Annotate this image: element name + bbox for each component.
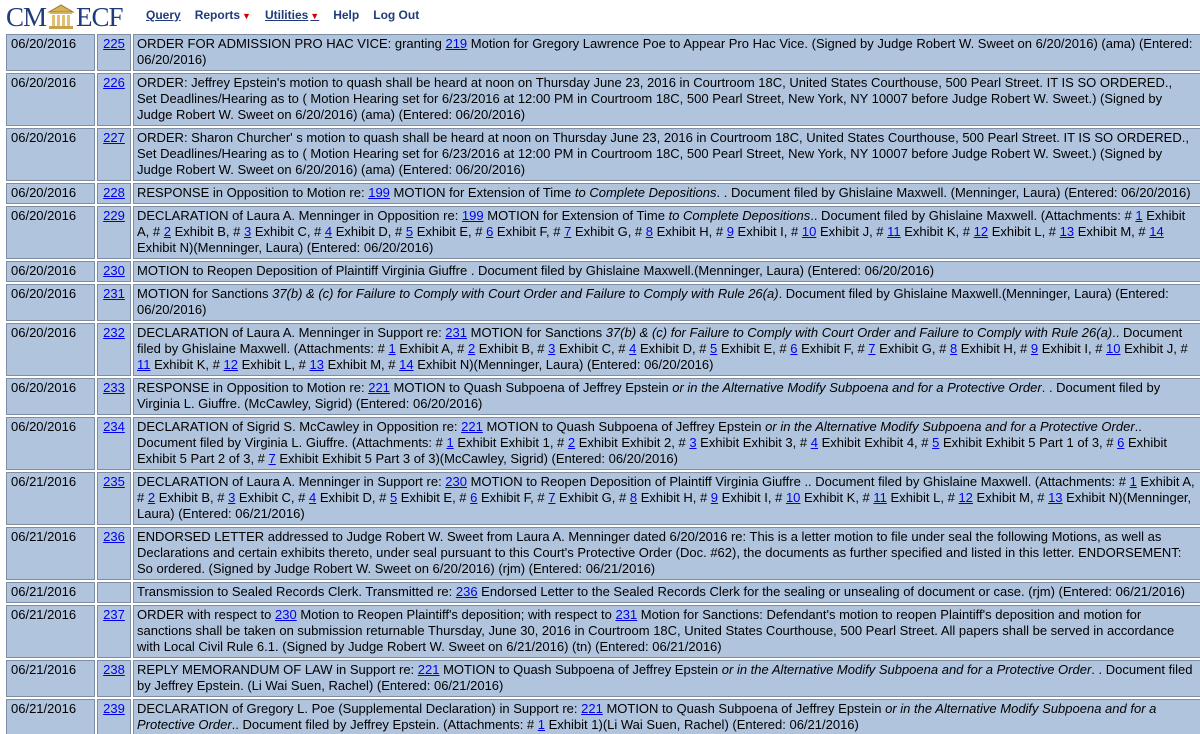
docket-text-segment: Exhibit K, # bbox=[800, 490, 874, 505]
docket-date: 06/20/2016 bbox=[6, 206, 95, 259]
document-link[interactable]: 1 bbox=[446, 435, 454, 450]
docket-text-italic: to Complete Depositions bbox=[574, 185, 717, 200]
docket-text-segment: Exhibit I, # bbox=[1038, 341, 1107, 356]
document-link[interactable]: 8 bbox=[949, 341, 958, 356]
docket-text-segment: . Document filed by Ghislaine Maxwell.(Menninger, Laura) (Entered: 06/20/2016) bbox=[137, 286, 1169, 317]
document-link[interactable]: 2 bbox=[147, 490, 156, 505]
document-link[interactable]: 5 bbox=[932, 435, 940, 450]
document-link[interactable]: 5 bbox=[389, 490, 398, 505]
dropdown-caret-icon: ▼ bbox=[310, 11, 320, 21]
docket-text-segment: Exhibit H, # bbox=[637, 490, 711, 505]
docket-date: 06/20/2016 bbox=[6, 261, 95, 282]
document-link[interactable]: 12 bbox=[973, 224, 989, 239]
docket-text-segment: Exhibit D, # bbox=[316, 490, 390, 505]
document-link[interactable]: 11 bbox=[137, 357, 151, 372]
document-link[interactable]: 4 bbox=[309, 490, 317, 505]
docket-text-segment: .. Document filed by Virginia L. Giuffre. (Attachments: # bbox=[137, 419, 1142, 450]
docket-text-segment: REPLY MEMORANDUM OF LAW in Support re: bbox=[137, 662, 418, 677]
docket-text-segment: Exhibit H, # bbox=[957, 341, 1031, 356]
docket-text-segment: Exhibit H, # bbox=[653, 224, 727, 239]
document-link[interactable]: 6 bbox=[790, 341, 798, 356]
docket-text-segment: RESPONSE in Opposition to Motion re: bbox=[137, 380, 369, 395]
document-link[interactable]: 231 bbox=[615, 607, 638, 622]
docket-row bbox=[6, 527, 1200, 580]
docket-text-segment: Exhibit F, # bbox=[797, 341, 869, 356]
docket-number-link[interactable]: 231 bbox=[103, 286, 125, 301]
document-link[interactable]: 8 bbox=[645, 224, 653, 239]
document-link[interactable]: 1 bbox=[537, 717, 546, 732]
docket-text-segment: Exhibit D, # bbox=[636, 341, 711, 356]
docket-text-segment: Motion for Sanctions: Defendant's motion to reopen Plaintiff's deposition and motion for sanctions shall be taken on submission returnable Thursday, June 30, 2016 in Courtroom 18C, United States Courthouse, 500 Pearl Street. All papers shall be served in accordance with Local Civil Rule 6.1. (Signed by Judge Robert W. Sweet on 6/21/2016) (tn) (Entered: 06/21/2016) bbox=[137, 607, 1175, 654]
docket-text-segment: Endorsed Letter to the Sealed Records Clerk for the sealing or unsealing of document or case. (rjm) (Entered: 06/21/2016) bbox=[477, 584, 1186, 599]
docket-row bbox=[6, 323, 1200, 376]
document-link[interactable]: 10 bbox=[1106, 341, 1121, 356]
document-link[interactable]: 221 bbox=[417, 662, 440, 677]
docket-text-segment: ORDER: Jeffrey Epstein's motion to quash shall be heard at noon on Thursday June 23, 2016 in Courtroom 18C, United States Courthouse, 500 Pearl Street. IT IS SO ORDERED., Set Deadlines/Hearing as to ( Motion Hearing set for 6/23/2016 at 12:00 PM in Courtroom 18C, 500 Pearl Street, New York, NY 10007 before Judge Robert W. Sweet.) (Signed by Judge Robert W. Sweet on 6/20/2016) (ama) (Entered: 06/20/2016) bbox=[137, 75, 1173, 122]
docket-scroll-area[interactable] bbox=[4, 32, 1200, 734]
document-link[interactable]: 3 bbox=[243, 224, 252, 239]
docket-number-link[interactable]: 239 bbox=[103, 701, 125, 716]
docket-text bbox=[133, 284, 1200, 321]
docket-text bbox=[133, 582, 1200, 603]
docket-date: 06/21/2016 bbox=[6, 582, 95, 603]
document-link[interactable]: 9 bbox=[1030, 341, 1039, 356]
docket-date: 06/20/2016 bbox=[6, 378, 95, 415]
dropdown-caret-icon: ▼ bbox=[242, 11, 251, 21]
docket-text-segment: MOTION for Extension of Time bbox=[483, 208, 669, 223]
docket-number-cell bbox=[97, 128, 131, 181]
docket-text-segment: . . Document filed by Virginia L. Giuffre. (McCawley, Sigrid) (Entered: 06/20/2016) bbox=[137, 380, 1161, 411]
docket-text-segment: RESPONSE in Opposition to Motion re: bbox=[137, 185, 369, 200]
docket-number-link[interactable]: 234 bbox=[103, 419, 125, 434]
docket-text-segment: MOTION to Quash Subpoena of Jeffrey Epstein bbox=[482, 419, 766, 434]
docket-number-link[interactable]: 233 bbox=[103, 380, 125, 395]
document-link[interactable]: 13 bbox=[1048, 490, 1063, 505]
docket-text-segment: MOTION to Quash Subpoena of Jeffrey Epstein bbox=[439, 662, 722, 677]
docket-number-cell bbox=[97, 183, 131, 204]
document-link[interactable]: 10 bbox=[801, 224, 817, 239]
docket-text-segment: ORDER with respect to bbox=[137, 607, 275, 622]
docket-number-link[interactable]: 230 bbox=[103, 263, 125, 278]
docket-text bbox=[133, 128, 1200, 181]
docket-text-segment: Exhibit B, # bbox=[475, 341, 549, 356]
docket-number-cell bbox=[97, 417, 131, 470]
document-link[interactable]: 7 bbox=[564, 224, 572, 239]
docket-date: 06/21/2016 bbox=[6, 660, 95, 697]
document-link[interactable]: 6 bbox=[486, 224, 494, 239]
docket-row bbox=[6, 582, 1200, 603]
document-link[interactable]: 5 bbox=[405, 224, 414, 239]
menu-log-out[interactable]: Log Out bbox=[373, 8, 420, 22]
document-link[interactable]: 9 bbox=[726, 224, 734, 239]
document-link[interactable]: 13 bbox=[309, 357, 324, 372]
docket-text-segment: Exhibit B, # bbox=[155, 490, 229, 505]
docket-text-segment: MOTION for Extension of Time bbox=[389, 185, 575, 200]
docket-row bbox=[6, 73, 1200, 126]
docket-text-segment: Exhibit B, # bbox=[170, 224, 244, 239]
docket-text-italic: 37(b) & (c) for Failure to Comply with Court Order and Failure to Comply with Rule 26(a) bbox=[272, 286, 779, 301]
document-link[interactable]: 2 bbox=[467, 341, 476, 356]
docket-text-segment: Exhibit F, # bbox=[493, 224, 565, 239]
docket-text-italic: or in the Alternative Modify Subpoena and for a Protective Order bbox=[721, 662, 1092, 677]
docket-text-segment: DECLARATION of Gregory L. Poe (Supplemental Declaration) in Support re: bbox=[137, 701, 582, 716]
docket-number-link[interactable]: 237 bbox=[103, 607, 125, 622]
docket-number-cell bbox=[97, 660, 131, 697]
document-link[interactable]: 4 bbox=[629, 341, 637, 356]
docket-text bbox=[133, 417, 1200, 470]
docket-text-segment: Exhibit Exhibit 1, # bbox=[453, 435, 568, 450]
docket-text-segment: ENDORSED LETTER addressed to Judge Robert W. Sweet from Laura A. Menninger dated 6/20/2016 re: This is a letter motion to file under seal the following Motions, as well as Declarations and certain exhibits thereto, under seal pursuant to this Court's Protective Order (Doc. #62), the documents as further specified and listed in this letter. ENDORSEMENT: So ordered. (Signed by Judge Robert W. Sweet on 6/20/2016) (rjm) (Entered: 06/21/2016) bbox=[137, 529, 1182, 576]
docket-text-segment: MOTION to Quash Subpoena of Jeffrey Epstein bbox=[602, 701, 886, 716]
docket-text-segment: Exhibit 1)(Li Wai Suen, Rachel) (Entered: 06/21/2016) bbox=[545, 717, 859, 732]
docket-text bbox=[133, 73, 1200, 126]
docket-number-cell bbox=[97, 582, 131, 603]
docket-text-segment: Exhibit E, # bbox=[413, 224, 487, 239]
docket-text-segment: . . Document filed by Ghislaine Maxwell. (Menninger, Laura) (Entered: 06/20/2016) bbox=[716, 185, 1191, 200]
docket-text-italic: 37(b) & (c) for Failure to Comply with Court Order and Failure to Comply with Rule 26(a) bbox=[605, 325, 1113, 340]
docket-text-segment: Exhibit E, # bbox=[397, 490, 471, 505]
document-link[interactable]: 199 bbox=[368, 185, 390, 200]
courthouse-icon bbox=[47, 4, 75, 30]
docket-number-link[interactable]: 236 bbox=[103, 529, 125, 544]
docket-table bbox=[4, 32, 1200, 734]
docket-text-segment: DECLARATION of Laura A. Menninger in Support re: bbox=[137, 474, 446, 489]
docket-row bbox=[6, 472, 1200, 525]
docket-text-segment: Exhibit I, # bbox=[733, 224, 802, 239]
document-link[interactable]: 4 bbox=[810, 435, 818, 450]
docket-number-cell bbox=[97, 472, 131, 525]
docket-number-link[interactable]: 232 bbox=[103, 325, 125, 340]
docket-text-segment: Exhibit A, # bbox=[395, 341, 468, 356]
docket-text-segment: Exhibit G, # bbox=[571, 224, 646, 239]
docket-text-segment: Exhibit L, # bbox=[886, 490, 959, 505]
document-link[interactable]: 7 bbox=[868, 341, 876, 356]
docket-text-segment: DECLARATION of Laura A. Menninger in Support re: bbox=[137, 325, 446, 340]
docket-date: 06/20/2016 bbox=[6, 73, 95, 126]
docket-text-segment: Exhibit Exhibit 3, # bbox=[696, 435, 811, 450]
document-link[interactable]: 12 bbox=[958, 490, 973, 505]
docket-text-segment: Exhibit M, # bbox=[323, 357, 400, 372]
docket-text-italic: or in the Alternative Modify Subpoena and for a Protective Order bbox=[137, 701, 1157, 732]
docket-text-segment: Exhibit K, # bbox=[150, 357, 224, 372]
document-link[interactable]: 7 bbox=[548, 490, 556, 505]
docket-text-segment: MOTION to Reopen Deposition of Plaintiff Virginia Giuffre .. Document filed by Ghislaine Maxwell. (Attachments: # bbox=[467, 474, 1130, 489]
document-link[interactable]: 3 bbox=[548, 341, 556, 356]
docket-text-segment: .. Document filed by Ghislaine Maxwell. (Attachments: # bbox=[810, 208, 1136, 223]
docket-text-segment: Exhibit G, # bbox=[555, 490, 630, 505]
docket-number-cell bbox=[97, 378, 131, 415]
docket-date: 06/20/2016 bbox=[6, 128, 95, 181]
docket-number-link[interactable]: 227 bbox=[103, 130, 125, 145]
docket-text-segment: Transmission to Sealed Records Clerk. Transmitted re: bbox=[137, 584, 456, 599]
docket-row bbox=[6, 34, 1200, 71]
docket-date: 06/20/2016 bbox=[6, 323, 95, 376]
docket-row bbox=[6, 417, 1200, 470]
docket-text-segment: MOTION for Sanctions bbox=[137, 286, 273, 301]
docket-row bbox=[6, 284, 1200, 321]
docket-date: 06/20/2016 bbox=[6, 34, 95, 71]
document-link[interactable]: 14 bbox=[1149, 224, 1164, 239]
docket-row bbox=[6, 605, 1200, 658]
docket-text-segment: Exhibit Exhibit 2, # bbox=[575, 435, 690, 450]
docket-text-segment: Exhibit M, # bbox=[972, 490, 1049, 505]
docket-number-cell bbox=[97, 206, 131, 259]
docket-text-segment: MOTION to Quash Subpoena of Jeffrey Epstein bbox=[389, 380, 673, 395]
document-link[interactable]: 6 bbox=[470, 490, 478, 505]
docket-row bbox=[6, 128, 1200, 181]
docket-number-cell bbox=[97, 73, 131, 126]
logo-text-right: ECF bbox=[76, 2, 123, 32]
document-link[interactable]: 11 bbox=[887, 224, 901, 239]
docket-number-link[interactable]: 235 bbox=[103, 474, 125, 489]
docket-text-segment: Exhibit Exhibit 5 Part 1 of 3, # bbox=[939, 435, 1118, 450]
document-link[interactable]: 2 bbox=[163, 224, 171, 239]
docket-date: 06/21/2016 bbox=[6, 605, 95, 658]
docket-text-italic: or in the Alternative Modify Subpoena and for a Protective Order bbox=[672, 380, 1042, 395]
menu-reports[interactable]: Reports ▼ bbox=[194, 8, 251, 22]
docket-text bbox=[133, 699, 1200, 734]
document-link[interactable]: 11 bbox=[873, 490, 887, 505]
docket-text-segment: MOTION for Sanctions bbox=[467, 325, 606, 340]
docket-text bbox=[133, 261, 1200, 282]
docket-text-segment: Exhibit D, # bbox=[332, 224, 406, 239]
docket-text-segment: Exhibit A, # bbox=[137, 208, 1186, 239]
docket-text-segment: Exhibit N)(Menninger, Laura) (Entered: 06/21/2016) bbox=[137, 490, 1192, 521]
docket-text bbox=[133, 206, 1200, 259]
document-link[interactable]: 231 bbox=[445, 325, 467, 340]
docket-row bbox=[6, 206, 1200, 259]
docket-number-cell bbox=[97, 323, 131, 376]
menu-help[interactable]: Help bbox=[333, 8, 360, 22]
docket-row bbox=[6, 699, 1200, 734]
docket-number-cell bbox=[97, 605, 131, 658]
document-link[interactable]: 8 bbox=[629, 490, 638, 505]
document-link[interactable]: 199 bbox=[461, 208, 484, 223]
docket-text-segment: Exhibit C, # bbox=[555, 341, 630, 356]
docket-text-segment: Exhibit G, # bbox=[875, 341, 950, 356]
docket-text-italic: to Complete Depositions bbox=[668, 208, 811, 223]
document-link[interactable]: 9 bbox=[710, 490, 719, 505]
docket-text-segment: Exhibit M, # bbox=[1074, 224, 1150, 239]
docket-date: 06/21/2016 bbox=[6, 527, 95, 580]
document-link[interactable]: 230 bbox=[445, 474, 467, 489]
menu-query[interactable]: Query bbox=[146, 8, 181, 22]
docket-text-segment: Exhibit J, # bbox=[816, 224, 888, 239]
docket-row bbox=[6, 261, 1200, 282]
document-link[interactable]: 6 bbox=[1117, 435, 1125, 450]
docket-date: 06/21/2016 bbox=[6, 699, 95, 734]
document-link[interactable]: 219 bbox=[445, 36, 468, 51]
top-navigation-bar bbox=[0, 0, 1200, 32]
docket-date: 06/20/2016 bbox=[6, 417, 95, 470]
document-link[interactable]: 4 bbox=[324, 224, 333, 239]
docket-number-cell bbox=[97, 699, 131, 734]
docket-text bbox=[133, 378, 1200, 415]
docket-text bbox=[133, 605, 1200, 658]
docket-number-link[interactable]: 225 bbox=[103, 36, 125, 51]
docket-text-segment: Exhibit N)(Menninger, Laura) (Entered: 06/20/2016) bbox=[137, 240, 434, 255]
document-link[interactable]: 1 bbox=[388, 341, 396, 356]
docket-text-segment: Exhibit E, # bbox=[717, 341, 791, 356]
docket-row bbox=[6, 378, 1200, 415]
docket-text-segment: Exhibit K, # bbox=[900, 224, 974, 239]
document-link[interactable]: 5 bbox=[710, 341, 718, 356]
document-link[interactable]: 1 bbox=[1135, 208, 1143, 223]
docket-date: 06/21/2016 bbox=[6, 472, 95, 525]
docket-text-segment: Exhibit Exhibit 5 Part 2 of 3, # bbox=[137, 435, 1167, 466]
docket-text-segment: Exhibit Exhibit 4, # bbox=[817, 435, 933, 450]
document-link[interactable]: 12 bbox=[223, 357, 238, 372]
main-menu bbox=[146, 8, 433, 22]
docket-text-segment: Exhibit C, # bbox=[251, 224, 325, 239]
docket-text-segment: DECLARATION of Laura A. Menninger in Opposition re: bbox=[137, 208, 462, 223]
docket-text bbox=[133, 472, 1200, 525]
docket-date: 06/20/2016 bbox=[6, 284, 95, 321]
docket-number-cell bbox=[97, 527, 131, 580]
docket-row bbox=[6, 183, 1200, 204]
docket-number-link[interactable]: 226 bbox=[103, 75, 125, 90]
document-link[interactable]: 3 bbox=[228, 490, 236, 505]
docket-number-cell bbox=[97, 261, 131, 282]
document-link[interactable]: 221 bbox=[368, 380, 390, 395]
docket-text-segment: Exhibit L, # bbox=[988, 224, 1060, 239]
docket-number-link[interactable]: 238 bbox=[103, 662, 125, 677]
docket-text-segment: Motion for Gregory Lawrence Poe to Appear Pro Hac Vice. (Signed by Judge Robert W. Sweet on 6/20/2016) (ama) (Entered: 06/20/2016) bbox=[137, 36, 1193, 67]
docket-text-segment: Exhibit I, # bbox=[718, 490, 786, 505]
docket-text-segment: .. Document filed by Ghislaine Maxwell. (Attachments: # bbox=[137, 325, 1183, 356]
docket-text bbox=[133, 183, 1200, 204]
document-link[interactable]: 2 bbox=[567, 435, 576, 450]
docket-text-segment: Exhibit J, # bbox=[1120, 341, 1188, 356]
document-link[interactable]: 221 bbox=[461, 419, 483, 434]
docket-text-segment: .. Document filed by Jeffrey Epstein. (Attachments: # bbox=[231, 717, 538, 732]
docket-text-segment: MOTION to Reopen Deposition of Plaintiff Virginia Giuffre . Document filed by Ghislaine Maxwell.(Menninger, Laura) (Entered: 06/20/2016) bbox=[137, 263, 935, 278]
docket-text-segment: Exhibit Exhibit 5 Part 3 of 3)(McCawley, Sigrid) (Entered: 06/20/2016) bbox=[275, 451, 678, 466]
docket-text-segment: ORDER: Sharon Churcher' s motion to quash shall be heard at noon on Thursday June 23, 2016 in Courtroom 18C, United States Courthouse, 500 Pearl Street. IT IS SO ORDERED., Set Deadlines/Hearing as to ( Motion Hearing set for 6/23/2016 at 12:00 PM in Courtroom 18C, 500 Pearl Street, New York, NY 10007 before Judge Robert W. Sweet.) (Signed by Judge Robert W. Sweet on 6/20/2016) (ama) (Entered: 06/20/2016) bbox=[137, 130, 1189, 177]
docket-text-segment: ORDER FOR ADMISSION PRO HAC VICE: granting bbox=[137, 36, 446, 51]
docket-text-segment: Exhibit C, # bbox=[235, 490, 309, 505]
document-link[interactable]: 13 bbox=[1059, 224, 1075, 239]
docket-text-segment: Exhibit L, # bbox=[237, 357, 310, 372]
docket-text-segment: . . Document filed by Jeffrey Epstein. (Li Wai Suen, Rachel) (Entered: 06/21/2016) bbox=[137, 662, 1193, 693]
document-link[interactable]: 236 bbox=[455, 584, 478, 599]
docket-text-italic: or in the Alternative Modify Subpoena and for a Protective Order bbox=[765, 419, 1135, 434]
document-link[interactable]: 221 bbox=[581, 701, 603, 716]
cmecf-logo[interactable] bbox=[6, 2, 123, 32]
document-link[interactable]: 10 bbox=[785, 490, 801, 505]
docket-number-cell bbox=[97, 284, 131, 321]
docket-text bbox=[133, 34, 1200, 71]
docket-text-segment: DECLARATION of Sigrid S. McCawley in Opposition re: bbox=[137, 419, 462, 434]
document-link[interactable]: 7 bbox=[268, 451, 276, 466]
docket-number-link[interactable]: 228 bbox=[103, 185, 125, 200]
document-link[interactable]: 3 bbox=[689, 435, 697, 450]
docket-text-segment: Exhibit A, # bbox=[137, 474, 1195, 505]
docket-text-segment: Motion to Reopen Plaintiff's deposition; with respect to bbox=[296, 607, 616, 622]
docket-number-cell bbox=[97, 34, 131, 71]
docket-text bbox=[133, 660, 1200, 697]
document-link[interactable]: 14 bbox=[399, 357, 414, 372]
docket-row bbox=[6, 660, 1200, 697]
docket-text bbox=[133, 527, 1200, 580]
docket-text-segment: Exhibit N)(Menninger, Laura) (Entered: 06/20/2016) bbox=[413, 357, 714, 372]
document-link[interactable]: 1 bbox=[1129, 474, 1137, 489]
menu-utilities[interactable]: Utilities ▼ bbox=[264, 8, 320, 22]
docket-date: 06/20/2016 bbox=[6, 183, 95, 204]
docket-number-link[interactable]: 229 bbox=[103, 208, 125, 223]
logo-text-left: CM bbox=[6, 2, 47, 32]
docket-text-segment: Exhibit F, # bbox=[477, 490, 549, 505]
docket-text bbox=[133, 323, 1200, 376]
document-link[interactable]: 230 bbox=[275, 607, 297, 622]
